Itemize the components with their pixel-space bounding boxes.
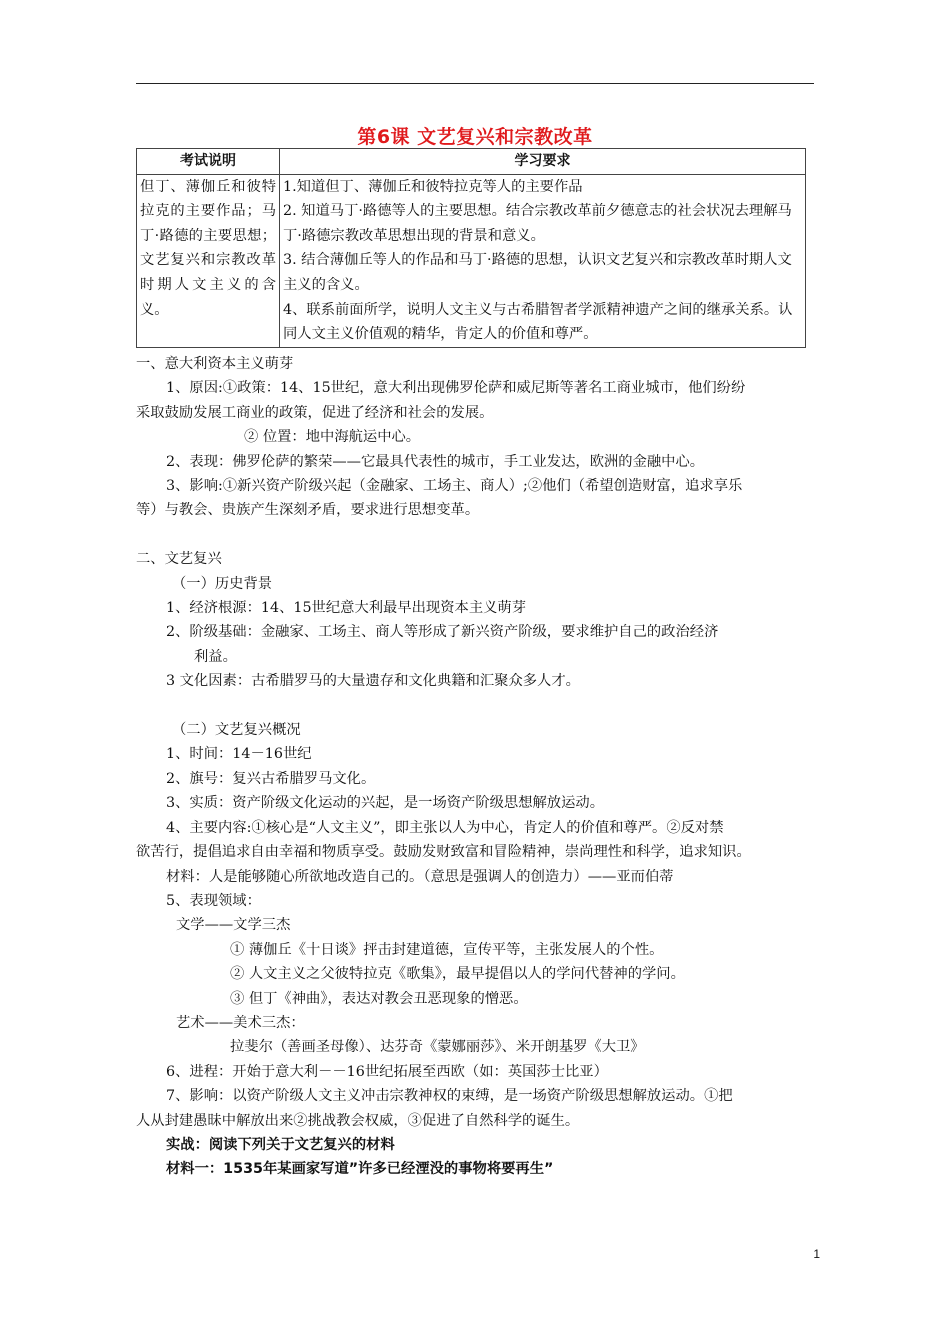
body-line: ② 位置：地中海航运中心。 [244,429,421,446]
body-line: 1、原因:①政策：14、15世纪，意大利出现佛罗伦萨和威尼斯等著名工商业城市，他们纷纷 [166,380,746,397]
body-line: 二、文艺复兴 [136,551,222,568]
body-line: 7、影响：以资产阶级人文主义冲击宗教神权的束缚，是一场资产阶级思想解放运动。①把 [166,1088,733,1105]
body-line: 5、表现领域： [166,892,261,909]
body-line: 6、进程：开始于意大利－－16世纪拓展至西欧（如：英国莎士比亚） [166,1063,608,1080]
body-line: 等）与教会、贵族产生深刻矛盾，要求进行思想变革。 [136,502,480,519]
requirement-item: 1.知道但丁、薄伽丘和彼特拉克等人的主要作品 [283,178,583,195]
body-line: 采取鼓励发展工商业的政策，促进了经济和社会的发展。 [136,404,494,421]
body-line: 材料一：1535年某画家写道”许多已经湮没的事物将要再生” [166,1161,554,1178]
blank-line [136,523,826,547]
body-line: 欲苦行，提倡追求自由幸福和物质享受。鼓励发财致富和冒险精神，崇尚理性和科学，追求知识。 [136,844,751,861]
body-line: 4、主要内容:①核心是“人文主义”，即主张以人为中心，肯定人的价值和尊严。②反对禁 [166,819,724,836]
table-body-row [137,174,806,347]
requirement-item: 3. 结合薄伽丘等人的作品和马丁·路德的思想，认识文艺复兴和宗教改革时期人文主义的含义。 [283,252,792,293]
requirements-cell [280,174,806,347]
body-line: 3、影响:①新兴资产阶级兴起（金融家、工场主、商人）;②他们（希望创造财富，追求享乐 [166,478,743,495]
body-line: 材料：人是能够随心所欲地改造自己的。（意思是强调人的创造力）——亚而伯蒂 [166,868,674,885]
page-number: 1 [813,1247,820,1261]
body-line: 2、表现：佛罗伦萨的繁荣——它最具代表性的城市，手工业发达，欧洲的金融中心。 [166,453,705,470]
body-line: ① 薄伽丘《十日谈》抨击封建道德，宣传平等，主张发展人的个性。 [230,941,664,958]
requirement-item: 4、联系前面所学，说明人文主义与古希腊智者学派精神遗产之间的继承关系。认同人文主义价值观的精华，肯定人的价值和尊严。 [283,301,793,343]
body-line: 艺术——美术三杰： [176,1014,305,1031]
body-line: 实战：阅读下列关于文艺复兴的材料 [166,1136,395,1153]
page-title: 第6课 文艺复兴和宗教改革 [357,126,593,148]
body-line: （一）历史背景 [172,575,273,592]
body-line: 1、时间：14－16世纪 [166,746,312,763]
body-line: 3、实质：资产阶级文化运动的兴起，是一场资产阶级思想解放运动。 [166,795,604,812]
table-header-exam: 考试说明 [137,149,280,175]
table-header-row [137,149,806,175]
body-line: 文学——文学三杰 [176,917,291,934]
body-line: 3 文化因素：古希腊罗马的大量遗存和文化典籍和汇聚众多人才。 [166,673,580,690]
requirements-table [136,148,806,348]
body-line: ② 人文主义之父彼特拉克《歌集》，最早提倡以人的学问代替神的学问。 [230,966,685,983]
table-header-requirements: 学习要求 [280,149,806,175]
body-line: 1、经济根源：14、15世纪意大利最早出现资本主义萌芽 [166,600,527,617]
body-line: 一、意大利资本主义萌芽 [136,356,294,372]
exam-description: 但丁、薄伽丘和彼特拉克的主要作品；马丁·路德的主要思想；文艺复兴和宗教改革时期人文主义的含义。 [137,174,280,347]
body-line: 拉斐尔（善画圣母像）、达芬奇《蒙娜丽莎》、米开朗基罗《大卫》 [230,1039,645,1056]
body-line: ③ 但丁《神曲》，表达对教会丑恶现象的憎恶。 [230,990,528,1007]
header-rule [136,83,814,84]
body-line: 人从封建愚昧中解放出来②挑战教会权威，③促进了自然科学的诞生。 [136,1112,580,1129]
blank-line [136,694,826,718]
requirement-item: 2. 知道马丁·路德等人的主要思想。结合宗教改革前夕德意志的社会状况去理解马丁·路德宗教改革思想出现的背景和意义。 [283,203,792,244]
body-line: 利益。 [194,648,237,665]
body-line: 2、旗号：复兴古希腊罗马文化。 [166,770,376,787]
document-body [136,352,826,1182]
body-line: （二）文艺复兴概况 [172,722,301,739]
body-line: 2、阶级基础：金融家、工场主、商人等形成了新兴资产阶级，要求维护自己的政治经济 [166,624,719,641]
